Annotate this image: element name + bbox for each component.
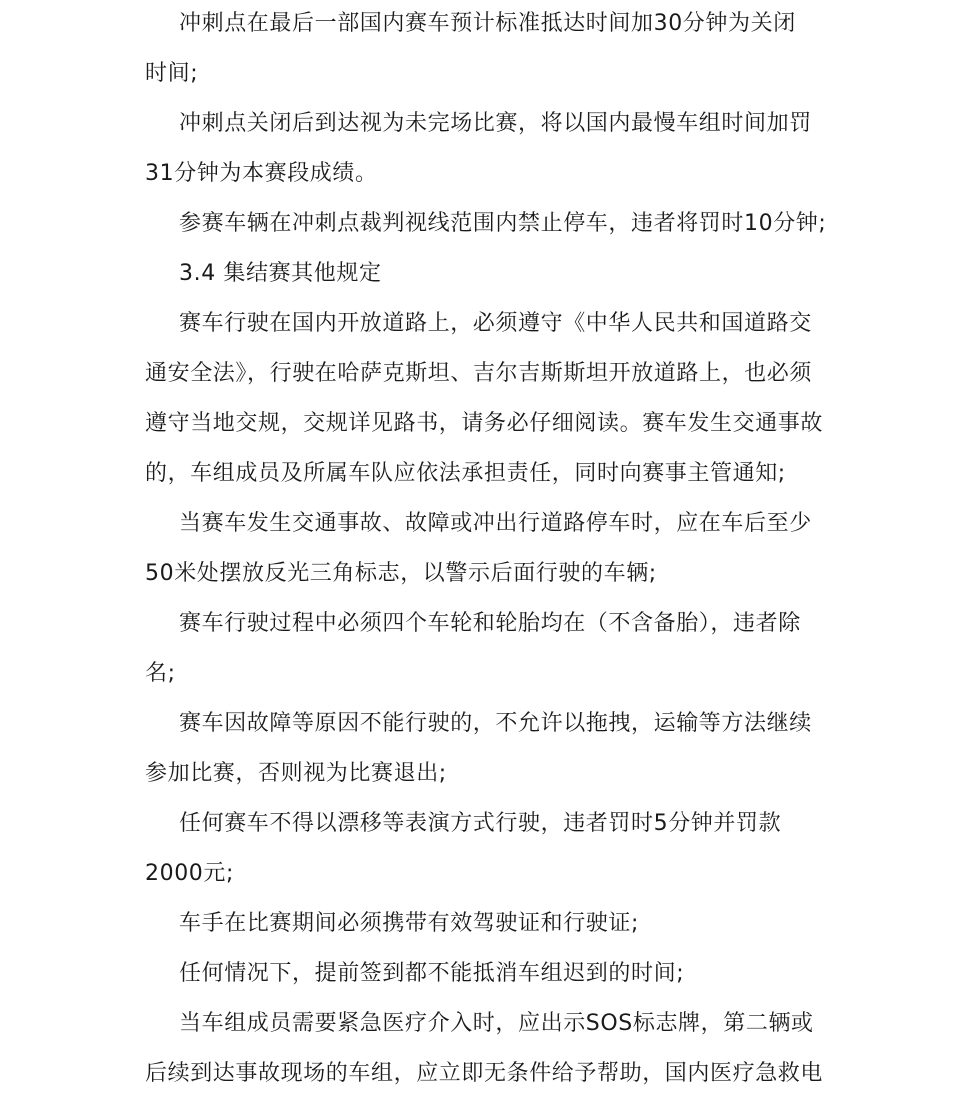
text-line: 任何情况下，提前签到都不能抵消车组迟到的时间; [179,961,685,986]
text-line: 冲刺点在最后一部国内赛车预计标准抵达时间加30分钟为关闭 [179,11,796,36]
section-heading: 3.4 集结赛其他规定 [179,261,382,286]
text-line: 赛车行驶在国内开放道路上，必须遵守《中华人民共和国道路交 [179,311,812,336]
text-line: 任何赛车不得以漂移等表演方式行驶，违者罚时5分钟并罚款 [179,811,782,836]
text-line: 名; [145,661,176,686]
text-line: 当赛车发生交通事故、故障或冲出行道路停车时，应在车后至少 [179,511,812,536]
text-line: 遵守当地交规，交规详见路书，请务必仔细阅读。赛车发生交通事故 [145,411,824,436]
text-line: 当车组成员需要紧急医疗介入时，应出示SOS标志牌，第二辆或 [179,1011,814,1036]
text-line: 参加比赛，否则视为比赛退出; [145,761,447,786]
text-line: 2000元; [145,861,235,886]
text-line: 车手在比赛期间必须携带有效驾驶证和行驶证; [179,911,640,936]
text-line: 通安全法》，行驶在哈萨克斯坦、吉尔吉斯斯坦开放道路上，也必须 [145,361,813,386]
text-line: 冲刺点关闭后到达视为未完场比赛，将以国内最慢车组时间加罚 [179,111,812,136]
text-line: 50米处摆放反光三角标志，以警示后面行驶的车辆; [145,561,657,586]
text-line: 赛车行驶过程中必须四个车轮和轮胎均在（不含备胎），违者除 [179,611,801,636]
text-line: 后续到达事故现场的车组，应立即无条件给予帮助，国内医疗急救电 [145,1061,824,1086]
text-line: 31分钟为本赛段成绩。 [145,161,378,186]
text-line: 的，车组成员及所属车队应依法承担责任，同时向赛事主管通知; [145,461,786,486]
text-line: 时间; [145,61,199,86]
text-line: 赛车因故障等原因不能行驶的，不允许以拖拽，运输等方法继续 [179,711,812,736]
text-line: 参赛车辆在冲刺点裁判视线范围内禁止停车，违者将罚时10分钟; [179,211,827,236]
